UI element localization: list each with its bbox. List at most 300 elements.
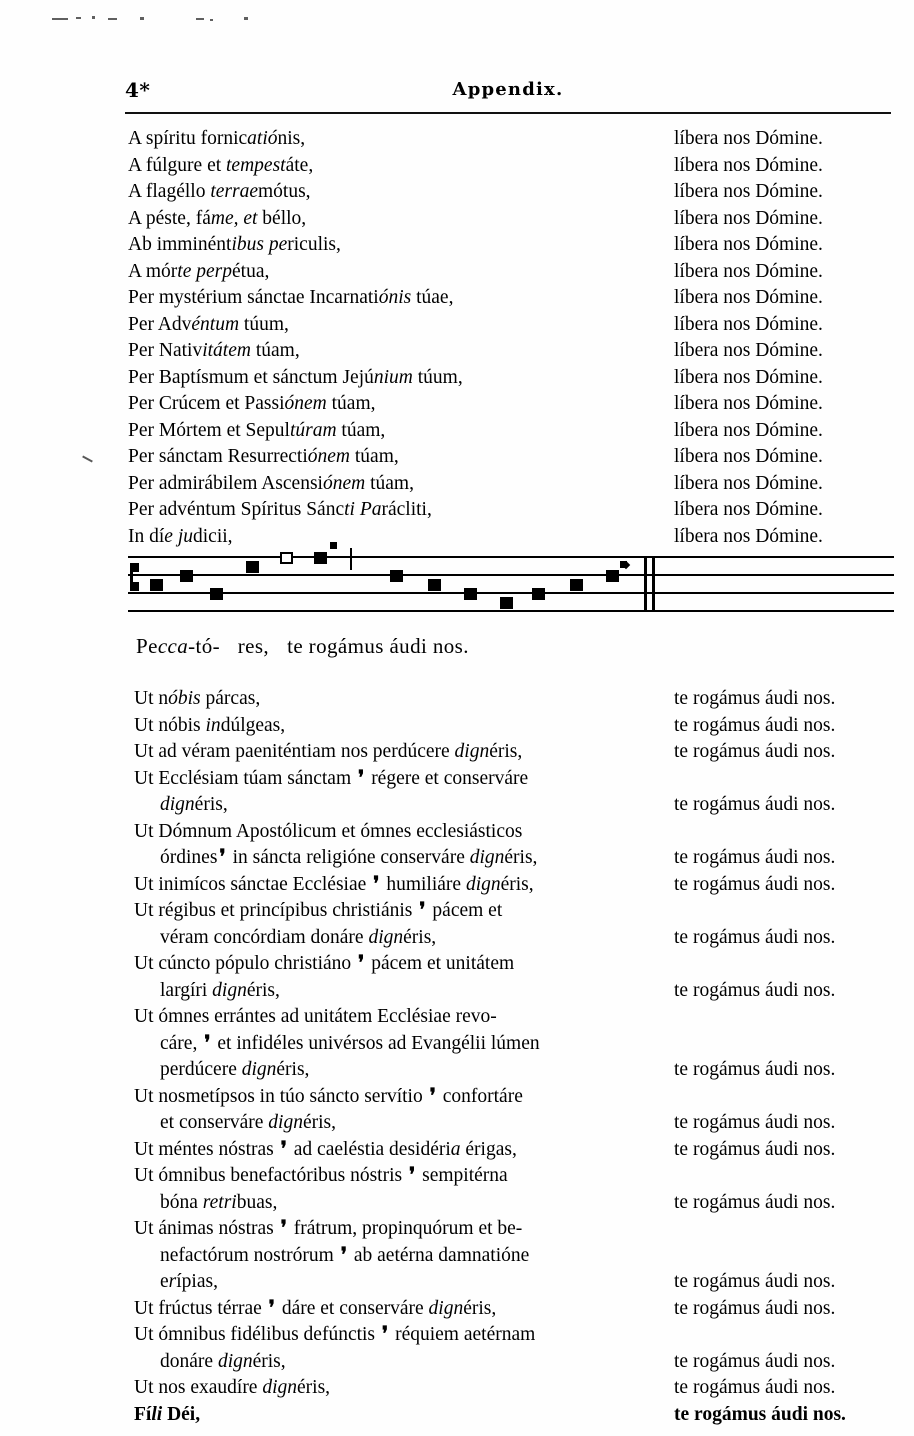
text-run: Ut Dómnum Apostólicum et ómnes ecclesiásticos (134, 820, 523, 842)
litany-petition-row (128, 259, 894, 286)
lyric-syllable: te rogámus áudi nos. (287, 634, 469, 658)
neume-punctum (390, 570, 403, 582)
italic-run: te perp (177, 260, 232, 282)
text-run: largíri (160, 979, 213, 1001)
text-run: confortáre (437, 1085, 523, 1107)
staff-line (128, 574, 894, 576)
petition-line (134, 1216, 656, 1243)
text-run: et conserváre (160, 1112, 269, 1133)
petition-text (134, 951, 656, 1004)
petition-line (134, 1296, 656, 1323)
petition-line (134, 1084, 656, 1111)
text-run: A mór (128, 260, 178, 282)
petition-text (128, 126, 663, 153)
text-run: ad caeléstia desidéri (288, 1138, 451, 1160)
petition-text (134, 1402, 656, 1429)
petition-line (134, 1375, 656, 1402)
text-run: dúlgeas, (220, 714, 286, 736)
flex-mark: ❜ (219, 847, 226, 868)
petition-response: líbera nos Dómine. (674, 472, 823, 494)
petition-response: te rogámus áudi nos. (674, 847, 836, 868)
text-run: túum, (412, 366, 463, 388)
flex-mark: ❜ (358, 953, 365, 974)
chant-barline (652, 556, 655, 612)
litany-petition-row (134, 819, 894, 872)
petition-line (134, 739, 656, 766)
flex-mark: ❜ (408, 1165, 416, 1186)
neume-punctum (428, 579, 441, 591)
petition-response: líbera nos Dómine. (674, 313, 823, 335)
italic-run: dign (241, 1059, 277, 1080)
litany-petition-row (128, 312, 894, 339)
text-run: Per Crúcem et Passi (128, 393, 285, 414)
text-run: frátrum, propinquórum et be- (288, 1218, 523, 1239)
text-run: sempitérna (417, 1165, 508, 1186)
petition-response: líbera nos Dómine. (674, 419, 823, 441)
text-run: párcas, (200, 688, 261, 709)
petition-text (134, 1296, 656, 1323)
petition-response: te rogámus áudi nos. (674, 741, 836, 762)
text-run: Ut nos exaudíre (134, 1377, 263, 1398)
text-run: éris, (252, 1350, 286, 1372)
flex-mark: ❜ (280, 1218, 287, 1239)
text-run: túam, (350, 446, 399, 467)
litany-petition-row (134, 951, 894, 1004)
text-run: órdines (160, 847, 218, 868)
text-run: éris, (403, 926, 437, 948)
italic-run: me, et (210, 207, 263, 229)
text-run: A fúlgure et (128, 154, 227, 176)
petition-text (128, 232, 663, 259)
petition-text (128, 365, 663, 392)
italic-run: dign (262, 1377, 298, 1398)
italic-run: tempest (226, 154, 286, 176)
scan-speckle (76, 17, 81, 19)
petition-response: líbera nos Dómine. (674, 260, 823, 282)
petition-text (134, 898, 656, 951)
text-run: túae, (411, 287, 454, 308)
chant-staff (128, 548, 894, 620)
text-run: nefactórum nostrórum (160, 1244, 339, 1266)
litany-petition-row (134, 686, 894, 713)
petition-response: te rogámus áudi nos. (674, 1403, 846, 1425)
petition-line (134, 1349, 656, 1376)
italic-run: itátem (202, 340, 251, 361)
italic-run: ónem (322, 472, 366, 494)
text-run: Ut Ecclésiam túam sánctam (134, 767, 357, 789)
flex-mark: ❜ (280, 1138, 287, 1160)
petition-response: te rogámus áudi nos. (674, 688, 836, 709)
italic-run: dign (465, 873, 501, 895)
text-run: Ut régibus et princípibus christiánis (134, 900, 418, 921)
petition-text (134, 1375, 656, 1402)
petition-line (134, 978, 656, 1005)
text-run: e (160, 1271, 169, 1292)
text-run: Per mystérium sánctae Incarnati (128, 287, 379, 308)
text-run: éris, (504, 847, 538, 868)
text-run: pácem et (427, 900, 503, 921)
petition-line (134, 1163, 656, 1190)
litany-petition-row (134, 1216, 894, 1296)
petition-text (128, 391, 663, 418)
neume-punctum (464, 588, 477, 600)
italic-run: dign (217, 1350, 253, 1372)
text-run: Ut ánimas nóstras (134, 1218, 279, 1239)
petition-response: te rogámus áudi nos. (674, 1377, 836, 1398)
litany-petition-row (134, 1004, 894, 1084)
text-run: Ut frúctus térrae (134, 1297, 267, 1319)
text-run: Ut ómnes errántes ad unitátem Ecclésiae revo- (134, 1006, 497, 1027)
italic-run: dign (428, 1297, 464, 1319)
petition-text (128, 444, 663, 471)
litany-petition-row (134, 739, 894, 766)
scan-speckle (52, 18, 68, 20)
petition-response: líbera nos Dómine. (674, 234, 823, 255)
petition-text (134, 872, 656, 899)
text-run: Ut n (134, 688, 169, 709)
text-run: túum, (239, 313, 289, 335)
neume-punctum (532, 588, 545, 600)
petition-line (134, 951, 656, 978)
running-head (125, 78, 891, 108)
italic-run: terrae (210, 181, 258, 202)
litany-petition-row (128, 497, 894, 524)
petition-response: líbera nos Dómine. (674, 366, 823, 388)
flex-mark: ❜ (358, 767, 365, 789)
italic-run: ónis (378, 287, 412, 308)
litany-petition-row (128, 471, 894, 498)
litany-petition-row (128, 285, 894, 312)
text-run: ab aetérna damnatióne (349, 1244, 530, 1266)
petition-text (128, 153, 663, 180)
petition-line (134, 845, 656, 872)
neume-punctum-open (280, 552, 293, 564)
petition-response: líbera nos Dómine. (674, 499, 823, 520)
litany-petition-row (134, 898, 894, 951)
italic-run: dign (160, 794, 195, 815)
litany-petition-row (128, 524, 894, 551)
petition-line (134, 1402, 656, 1429)
text-run: Ut cúncto pópulo christiáno (134, 953, 357, 974)
italic-run: ibus pe (231, 234, 288, 255)
flex-mark: ❜ (340, 1244, 347, 1266)
petition-response: te rogámus áudi nos. (674, 794, 836, 815)
italic-run: dign (454, 741, 490, 762)
text-run: Per Adv (128, 313, 192, 335)
petition-line (134, 925, 656, 952)
header-divider-rule (125, 112, 891, 114)
text-run: A spíritu fornic (128, 128, 248, 149)
petition-text (128, 206, 663, 233)
text-run: dicii, (193, 525, 233, 547)
italic-run: dign (469, 847, 505, 868)
italic-run: ónem (307, 446, 351, 467)
text-run: ípias, (176, 1271, 218, 1292)
italic-run: nium (373, 366, 413, 388)
petition-line (134, 1057, 656, 1084)
flex-mark: ❜ (204, 1032, 211, 1054)
text-run: buas, (236, 1191, 278, 1213)
litany-petition-row (134, 1375, 894, 1402)
text-run: riculis, (287, 234, 341, 255)
petition-response: te rogámus áudi nos. (674, 1350, 836, 1372)
italic-run: ti Pa (344, 499, 382, 520)
text-run: perdúcere (160, 1059, 242, 1080)
text-run: mótus, (257, 181, 311, 202)
italic-run: dign (212, 979, 247, 1001)
text-run: bóna (160, 1191, 203, 1213)
petition-response: líbera nos Dómine. (674, 446, 823, 467)
litany-petition-row (128, 153, 894, 180)
litany-petition-row (134, 1084, 894, 1137)
scan-speckle (244, 17, 248, 20)
text-run: et infidéles univérsos ad Evangélii lúmen (212, 1032, 540, 1054)
petition-line (134, 686, 656, 713)
text-run: Per sánctam Resurrecti (128, 446, 308, 467)
petition-text (134, 739, 656, 766)
text-run: éris, (297, 1377, 331, 1398)
litany-petition-row (128, 126, 894, 153)
flex-mark: ❜ (381, 1324, 389, 1345)
text-run: Per advéntum Spíritus Sánc (128, 499, 345, 520)
lyric-syllable: -tó- (188, 634, 226, 658)
text-run: éris, (276, 1059, 310, 1080)
italic-run: atió (247, 128, 278, 149)
neume-punctum (570, 579, 583, 591)
text-run: éris, (489, 741, 523, 762)
petition-line (134, 713, 656, 740)
neume-punctum (246, 561, 259, 573)
petition-text (128, 471, 663, 498)
petition-line (134, 1190, 656, 1217)
litany-petition-row (128, 206, 894, 233)
petition-line (134, 898, 656, 925)
petition-line (134, 1137, 656, 1164)
litany-petition-row (128, 232, 894, 259)
page-title: Appendix. (452, 79, 564, 100)
petition-text (134, 686, 656, 713)
text-run: Ut nóbis (134, 714, 206, 736)
scan-speckle (210, 19, 213, 21)
lyric-syllable: Pe (136, 634, 158, 658)
petition-line (134, 766, 656, 793)
text-run: in sáncta religióne conserváre (227, 847, 470, 868)
italic-run: túram (289, 419, 337, 441)
italic-run: dign (368, 926, 404, 948)
petition-response: te rogámus áudi nos. (674, 873, 836, 895)
petition-text (134, 1322, 656, 1375)
text-run: donáre (160, 1350, 218, 1372)
litany-petition-row (128, 179, 894, 206)
lyric-syllable-italic: cca (157, 634, 189, 658)
petition-text (128, 418, 663, 445)
text-run: béllo, (262, 207, 307, 229)
litany-petition-row (134, 1322, 894, 1375)
petition-text (128, 312, 663, 339)
text-run: In dí (128, 525, 165, 547)
text-run: Ab imminént (128, 234, 232, 255)
text-run: éris, (246, 979, 280, 1001)
c-clef-icon (130, 563, 139, 591)
italic-run: e ju (164, 525, 193, 547)
petition-response: te rogámus áudi nos. (674, 979, 836, 1001)
neume-punctum (500, 597, 513, 609)
petition-line (134, 1110, 656, 1137)
italic-run: éntum (191, 313, 240, 335)
petition-response: te rogámus áudi nos. (674, 926, 836, 948)
petition-response: te rogámus áudi nos. (674, 1112, 836, 1133)
petition-response: te rogámus áudi nos. (674, 714, 836, 736)
neume-punctum (606, 570, 619, 582)
neume-punctum-small (330, 542, 337, 549)
text-run: Per Mórtem et Sepul (128, 419, 290, 441)
text-run: Per Baptísmum et sánctum Jejú (128, 366, 374, 388)
text-run: érigas, (460, 1138, 517, 1160)
litany-petition-row (128, 391, 894, 418)
neume-punctum (314, 552, 327, 564)
text-run: rácliti, (381, 499, 432, 520)
text-run: Ut nosmetípsos in túo sáncto servítio (134, 1085, 428, 1107)
flex-mark: ❜ (419, 900, 426, 921)
text-run: véram concórdiam donáre (160, 926, 369, 948)
staff-line (128, 610, 894, 612)
petition-response: líbera nos Dómine. (674, 287, 823, 308)
italic-run: óbis (168, 688, 201, 709)
petition-text (134, 1004, 656, 1084)
petition-text (128, 524, 663, 551)
text-run: Per admirábilem Ascensi (128, 472, 323, 494)
petition-response: te rogámus áudi nos. (674, 1297, 836, 1319)
litany-petition-row (134, 872, 894, 899)
text-run: régere et conserváre (366, 767, 529, 789)
litany-section-libera (128, 126, 894, 550)
petition-response: te rogámus áudi nos. (674, 1059, 836, 1080)
text-run: éris, (302, 1112, 336, 1133)
text-run: Ut ómnibus benefactóribus nóstris (134, 1165, 407, 1186)
italic-run: in (205, 714, 221, 736)
petition-response: líbera nos Dómine. (674, 154, 823, 176)
lyric-syllable: res, (237, 634, 270, 658)
litany-petition-row (128, 444, 894, 471)
petition-text (134, 713, 656, 740)
litany-petition-row (128, 365, 894, 392)
text-run: Déi, (162, 1403, 201, 1425)
petition-text (134, 1137, 656, 1164)
petition-response: te rogámus áudi nos. (674, 1271, 836, 1292)
petition-text (134, 819, 656, 872)
petition-line (134, 1243, 656, 1270)
petition-response: líbera nos Dómine. (674, 393, 823, 414)
text-run: túam, (326, 393, 376, 414)
italic-run: r (168, 1271, 177, 1292)
italic-run: dign (268, 1112, 303, 1133)
litany-petition-row (134, 766, 894, 819)
folio-number: 4* (125, 78, 151, 102)
text-run: Ut ad véram paeniténtiam nos perdúcere (134, 741, 455, 762)
text-run: éris, (463, 1297, 497, 1319)
text-run: Ut inimícos sánctae Ecclésiae (134, 873, 372, 895)
text-run: túam, (365, 472, 414, 494)
flex-mark: ❜ (268, 1297, 275, 1319)
flex-mark: ❜ (429, 1085, 436, 1107)
scan-speckle (196, 18, 204, 20)
petition-text (134, 1163, 656, 1216)
text-run: túam, (250, 340, 300, 361)
text-run: Ut ómnibus fidélibus defúnctis (134, 1324, 380, 1345)
text-run: Per Nativ (128, 340, 203, 361)
litany-petition-row (128, 338, 894, 365)
petition-text (128, 285, 663, 312)
petition-text (134, 766, 656, 819)
petition-line (134, 1269, 656, 1296)
text-run: humiliáre (381, 873, 466, 895)
neume-punctum (210, 588, 223, 600)
text-run: túam, (336, 419, 386, 441)
petition-line (134, 819, 656, 846)
litany-section-te-rogamus (134, 686, 894, 1428)
text-run: réquiem aetérnam (390, 1324, 536, 1345)
neume-punctum (150, 579, 163, 591)
litany-petition-row (134, 713, 894, 740)
chant-divider-bar (350, 548, 352, 570)
petition-text (128, 497, 663, 524)
litany-petition-row (134, 1163, 894, 1216)
petition-line (134, 1031, 656, 1058)
petition-response: líbera nos Dómine. (674, 181, 823, 202)
scan-speckle (140, 17, 144, 20)
text-run: pácem et unitátem (366, 953, 515, 974)
text-run: étua, (232, 260, 270, 282)
petition-text (134, 1084, 656, 1137)
litany-petition-row (134, 1402, 894, 1429)
text-run: Ut méntes nóstras (134, 1138, 279, 1160)
flex-mark: ❜ (373, 873, 380, 895)
litany-petition-row (134, 1296, 894, 1323)
petition-response: líbera nos Dómine. (674, 340, 823, 361)
staff-line (128, 592, 894, 594)
petition-response: te rogámus áudi nos. (674, 1138, 836, 1160)
petition-text (128, 259, 663, 286)
italic-run: a (450, 1138, 461, 1160)
petition-text (134, 1216, 656, 1296)
italic-run: ónem (284, 393, 327, 414)
neume-punctum (180, 570, 193, 582)
text-run: nis, (277, 128, 306, 149)
text-run: Fí (134, 1403, 152, 1425)
petition-line (134, 872, 656, 899)
petition-line (134, 1322, 656, 1349)
text-run: cáre, (160, 1032, 203, 1054)
text-run: éris, (500, 873, 534, 895)
scan-speckle (108, 18, 117, 20)
petition-response: te rogámus áudi nos. (674, 1191, 836, 1213)
petition-text (128, 338, 663, 365)
litany-petition-row (128, 418, 894, 445)
litany-petition-row (134, 1137, 894, 1164)
scan-speckle (92, 16, 95, 19)
petition-line (134, 792, 656, 819)
text-run: dáre et conserváre (276, 1297, 429, 1319)
petition-response: líbera nos Dómine. (674, 128, 823, 149)
text-run: éris, (194, 794, 228, 815)
scan-speckle (82, 456, 93, 463)
italic-run: retri (202, 1191, 237, 1213)
chant-lyrics (136, 634, 469, 659)
text-run: A péste, fá (128, 207, 211, 229)
petition-response: líbera nos Dómine. (674, 207, 823, 229)
petition-text (128, 179, 663, 206)
staff-line (128, 556, 894, 558)
